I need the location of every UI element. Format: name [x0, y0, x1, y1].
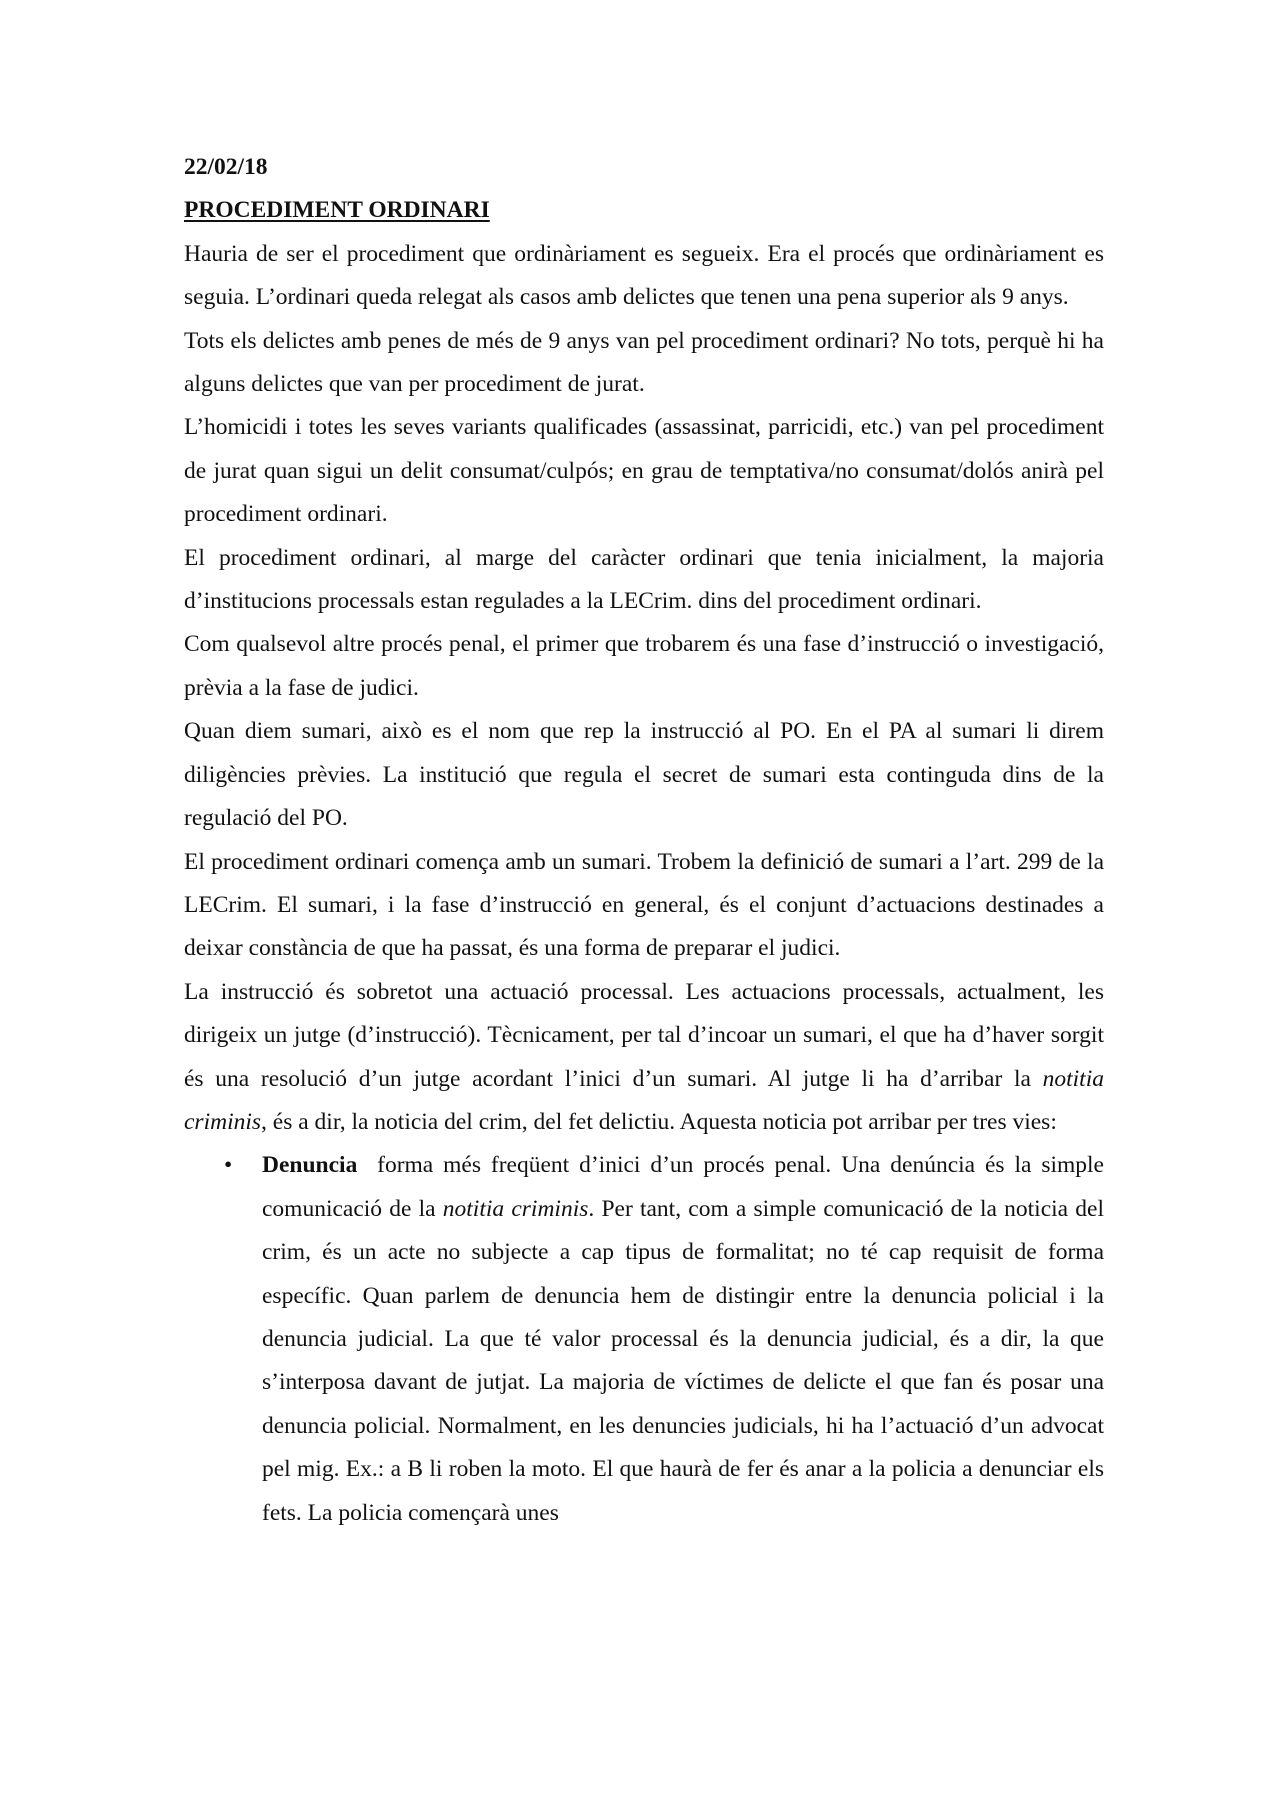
paragraph-instruccio-part2: , és a dir, la noticia del crim, del fet delictiu. Aquesta noticia pot arribar per tres vies:: [261, 1108, 1057, 1135]
paragraph-sumari: Quan diem sumari, això es el nom que rep la instrucció al PO. En el PA al sumari li direm diligències prèvies. La institució que regula el secret de sumari esta continguda dins de la regulació del PO.: [184, 718, 1104, 832]
bullet-text-italic: notitia criminis: [442, 1195, 589, 1222]
paragraph-jurat-question: Tots els delictes amb penes de més de 9 anys van pel procediment ordinari? No tots, perquè hi ha alguns delictes que van per procediment de jurat.: [184, 327, 1104, 398]
bullet-text-part1: forma més freqüent d’inici d’un procés penal. Una denúncia és la simple comunicació de la: [262, 1152, 1110, 1222]
paragraph-definicio-sumari: El procediment ordinari comença amb un sumari. Trobem la definició de sumari a l’art. 299 de la LECrim. El sumari, i la fase d’instrucció en general, és el conjunt d’actuacions destinades a deixar constància de que ha passat, és una forma de preparar el judici.: [184, 848, 1104, 962]
bullet-term-denuncia: Denuncia: [262, 1152, 358, 1179]
bullet-dot-icon: •: [224, 1152, 233, 1179]
document-date: 22/02/18: [184, 154, 268, 180]
bullet-item-denuncia: [184, 1144, 1110, 1535]
paragraph-instruccio-italic: notitia criminis: [184, 1065, 1104, 1135]
document-title-line: [184, 189, 1104, 232]
paragraph-homicidi: L’homicidi i totes les seves variants qualificades (assassinat, parricidi, etc.) van pel procediment de jurat quan sigui un delit consumat/culpós; en grau de temptativa/no consumat/dolós anirà pel procediment ordinari.: [184, 414, 1104, 528]
document-page: [184, 146, 1110, 1535]
document-title: PROCEDIMENT ORDINARI: [184, 197, 490, 224]
paragraph-definition: Hauria de ser el procediment que ordinàriament es segueix. Era el procés que ordinàriament es seguia. L’ordinari queda relegat als casos amb delictes que tenen una pena superior als 9 anys.: [184, 240, 1104, 311]
paragraph-fase-instruccio: Com qualsevol altre procés penal, el primer que trobarem és una fase d’instrucció o investigació, prèvia a la fase de judici.: [184, 631, 1104, 701]
bullet-text-part2: . Per tant, com a simple comunicació de la noticia del crim, és un acte no subjecte a cap tipus de formalitat; no té cap requisit de forma específic. Quan parlem de denuncia hem de distingir entre la denuncia policial i la denuncia judicial. La que té valor processal és la denuncia judicial, és a dir, la que s’interposa davant de jutjat. La majoria de víctimes de delicte el que fan és posar una denuncia policial. Normalment, en les denuncies judicials, hi ha l’actuació d’un advocat pel mig. Ex.: a B li roben la moto. El que haurà de fer és anar a la policia a denunciar els fets. La policia començarà unes: [262, 1195, 1104, 1526]
paragraph-institucions: El procediment ordinari, al marge del caràcter ordinari que tenia inicialment, la majoria d’institucions processals estan regulades a la LECrim. dins del procediment ordinari.: [184, 544, 1104, 615]
bullet-list: [184, 1144, 1110, 1535]
paragraph-instruccio-part1: La instrucció és sobretot una actuació processal. Les actuacions processals, actualment, les dirigeix un jutge (d’instrucció). Tècnicament, per tal d’incoar un sumari, el que ha d’haver sorgit és una resolució d’un jutge acordant l’inici d’un sumari. Al jutge li ha d’arribar la: [184, 978, 1104, 1092]
paragraph-instruccio: [184, 971, 1104, 1145]
